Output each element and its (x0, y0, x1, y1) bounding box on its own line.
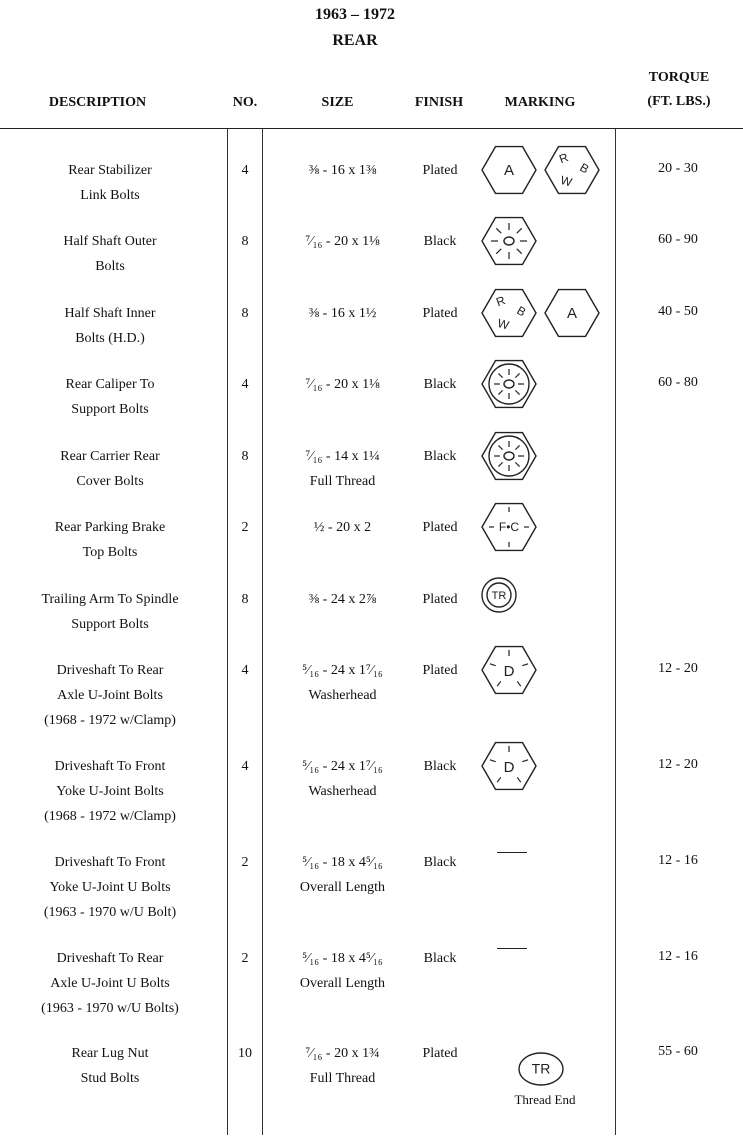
description-line: Rear Stabilizer (68, 163, 152, 178)
size-cell (275, 658, 410, 708)
size-cell (275, 754, 410, 804)
quantity-cell: 4 (241, 663, 249, 678)
description-line: (1968 - 1972 w/Clamp) (44, 809, 176, 824)
description-cell (10, 444, 210, 494)
size-line: ½ - 20 x 2 (313, 520, 372, 535)
svg-text:B: B (577, 160, 592, 177)
size-cell (275, 158, 410, 183)
size-line: ⅜ - 16 x 1½ (308, 306, 377, 321)
size-line: ⁷⁄₁₆ - 20 x 1¾ (305, 1046, 380, 1061)
page-title-section: REAR (332, 32, 378, 49)
size-cell (275, 372, 410, 397)
size-cell (275, 515, 410, 540)
description-line: Axle U-Joint Bolts (57, 688, 163, 703)
quantity-cell: 2 (241, 951, 249, 966)
head-marking-radial-icon (479, 213, 539, 269)
torque-cell: 40 - 50 (658, 304, 698, 319)
description-cell (10, 515, 210, 565)
head-marking-fc-icon (479, 499, 539, 555)
header-rule (0, 128, 743, 129)
description-line: Driveshaft To Front (54, 855, 166, 870)
size-line: Washerhead (308, 784, 377, 799)
size-line: Full Thread (309, 1071, 376, 1086)
head-marking-tr-icon (479, 571, 539, 627)
finish-cell: Black (423, 234, 457, 249)
quantity-cell: 10 (238, 1046, 252, 1061)
head-marking-washer-radial-icon (479, 428, 539, 484)
description-cell (10, 850, 210, 925)
svg-text:A: A (503, 161, 515, 179)
torque-cell: 12 - 16 (658, 853, 698, 868)
description-line: Cover Bolts (76, 474, 144, 489)
description-line: Yoke U-Joint Bolts (56, 784, 164, 799)
finish-cell: Plated (422, 163, 458, 178)
description-line: (1968 - 1972 w/Clamp) (44, 713, 176, 728)
header-finish: FINISH (414, 95, 464, 110)
description-line: Driveshaft To Front (54, 759, 166, 774)
svg-text:TR: TR (491, 589, 507, 602)
size-cell (275, 301, 410, 326)
description-line: Bolts (H.D.) (75, 331, 145, 346)
description-line: Yoke U-Joint U Bolts (49, 880, 171, 895)
description-cell (10, 372, 210, 422)
finish-cell: Black (423, 855, 457, 870)
finish-cell: Plated (422, 1046, 458, 1061)
head-marking-rbw-icon (479, 285, 539, 341)
svg-text:D: D (503, 662, 515, 680)
quantity-cell: 4 (241, 759, 249, 774)
description-cell (10, 301, 210, 351)
description-cell (10, 658, 210, 733)
svg-text:R: R (557, 150, 571, 167)
quantity-cell: 8 (241, 306, 249, 321)
description-cell (10, 587, 210, 637)
marking-caption: Thread End (514, 1092, 576, 1107)
header-no: NO. (232, 95, 258, 110)
head-marking-rbw-icon (542, 142, 602, 198)
head-marking-d-icon (479, 738, 539, 794)
quantity-cell: 4 (241, 377, 249, 392)
description-line: Stud Bolts (80, 1071, 140, 1086)
description-line: Driveshaft To Rear (56, 951, 164, 966)
svg-text:B: B (514, 303, 529, 320)
size-line: ⁵⁄₁₆ - 18 x 4⁵⁄₁₆ (302, 951, 383, 966)
header-torque: TORQUE (648, 70, 710, 85)
head-marking-a-icon (479, 142, 539, 198)
finish-cell: Black (423, 449, 457, 464)
svg-text:A: A (566, 304, 578, 322)
size-line: ⅜ - 24 x 2⅞ (308, 592, 377, 607)
description-line: Link Bolts (80, 188, 140, 203)
torque-cell: 60 - 80 (658, 375, 698, 390)
description-line: Half Shaft Inner (64, 306, 156, 321)
description-line: Rear Parking Brake (54, 520, 166, 535)
torque-cell: 12 - 20 (658, 757, 698, 772)
size-line: Overall Length (299, 976, 386, 991)
size-line: Overall Length (299, 880, 386, 895)
description-line: Axle U-Joint U Bolts (50, 976, 170, 991)
finish-cell: Plated (422, 520, 458, 535)
size-cell (275, 444, 410, 494)
svg-text:W: W (558, 172, 574, 190)
torque-cell: 55 - 60 (658, 1044, 698, 1059)
description-line: Rear Lug Nut (71, 1046, 149, 1061)
size-line: ⁵⁄₁₆ - 24 x 1⁷⁄₁₆ (302, 759, 383, 774)
size-line: Washerhead (308, 688, 377, 703)
column-divider-no (262, 129, 263, 1135)
svg-text:R: R (494, 293, 508, 310)
column-divider-marking (615, 129, 616, 1135)
quantity-cell: 8 (241, 592, 249, 607)
torque-cell: 60 - 90 (658, 232, 698, 247)
finish-cell: Plated (422, 306, 458, 321)
finish-cell: Black (423, 759, 457, 774)
header-size: SIZE (321, 95, 354, 110)
description-line: Rear Carrier Rear (60, 449, 160, 464)
svg-text:D: D (503, 758, 515, 776)
header-torque-units: (FT. LBS.) (647, 94, 711, 109)
size-line: Full Thread (309, 474, 376, 489)
header-description: DESCRIPTION (48, 95, 147, 110)
header-marking: MARKING (504, 95, 576, 110)
description-line: Support Bolts (71, 617, 149, 632)
description-line: Top Bolts (82, 545, 138, 560)
torque-cell: 12 - 20 (658, 661, 698, 676)
finish-cell: Plated (422, 592, 458, 607)
description-cell (10, 1041, 210, 1091)
no-marking-dash (497, 852, 527, 853)
quantity-cell: 8 (241, 449, 249, 464)
svg-text:TR: TR (531, 1060, 551, 1077)
svg-text:F•C: F•C (498, 520, 520, 535)
size-cell (275, 1041, 410, 1091)
description-cell (10, 754, 210, 829)
svg-text:W: W (495, 315, 511, 333)
size-line: ⁵⁄₁₆ - 24 x 1⁷⁄₁₆ (302, 663, 383, 678)
head-marking-a-icon (542, 285, 602, 341)
description-line: Trailing Arm To Spindle (41, 592, 179, 607)
finish-cell: Plated (422, 663, 458, 678)
description-line: Driveshaft To Rear (56, 663, 164, 678)
description-line: Bolts (95, 259, 125, 274)
head-marking-d-icon (479, 642, 539, 698)
size-cell (275, 850, 410, 900)
size-line: ⁵⁄₁₆ - 18 x 4⁵⁄₁₆ (302, 855, 383, 870)
description-line: (1963 - 1970 w/U Bolts) (41, 1001, 179, 1016)
description-line: (1963 - 1970 w/U Bolt) (43, 905, 177, 920)
column-divider-desc (227, 129, 228, 1135)
description-cell (10, 229, 210, 279)
size-line: ⁷⁄₁₆ - 14 x 1¼ (305, 449, 380, 464)
description-line: Support Bolts (71, 402, 149, 417)
size-cell (275, 229, 410, 254)
page-title-years: 1963 – 1972 (315, 6, 395, 23)
size-line: ⅜ - 16 x 1⅜ (308, 163, 377, 178)
head-marking-washer-radial-icon (479, 356, 539, 412)
description-cell (10, 158, 210, 208)
quantity-cell: 8 (241, 234, 249, 249)
description-cell (10, 946, 210, 1021)
quantity-cell: 2 (241, 855, 249, 870)
size-line: ⁷⁄₁₆ - 20 x 1⅛ (305, 377, 380, 392)
finish-cell: Black (423, 951, 457, 966)
size-line: ⁷⁄₁₆ - 20 x 1⅛ (305, 234, 380, 249)
description-line: Rear Caliper To (65, 377, 155, 392)
torque-cell: 20 - 30 (658, 161, 698, 176)
finish-cell: Black (423, 377, 457, 392)
torque-cell: 12 - 16 (658, 949, 698, 964)
quantity-cell: 4 (241, 163, 249, 178)
no-marking-dash (497, 948, 527, 949)
size-cell (275, 946, 410, 996)
description-line: Half Shaft Outer (63, 234, 157, 249)
size-cell (275, 587, 410, 612)
quantity-cell: 2 (241, 520, 249, 535)
